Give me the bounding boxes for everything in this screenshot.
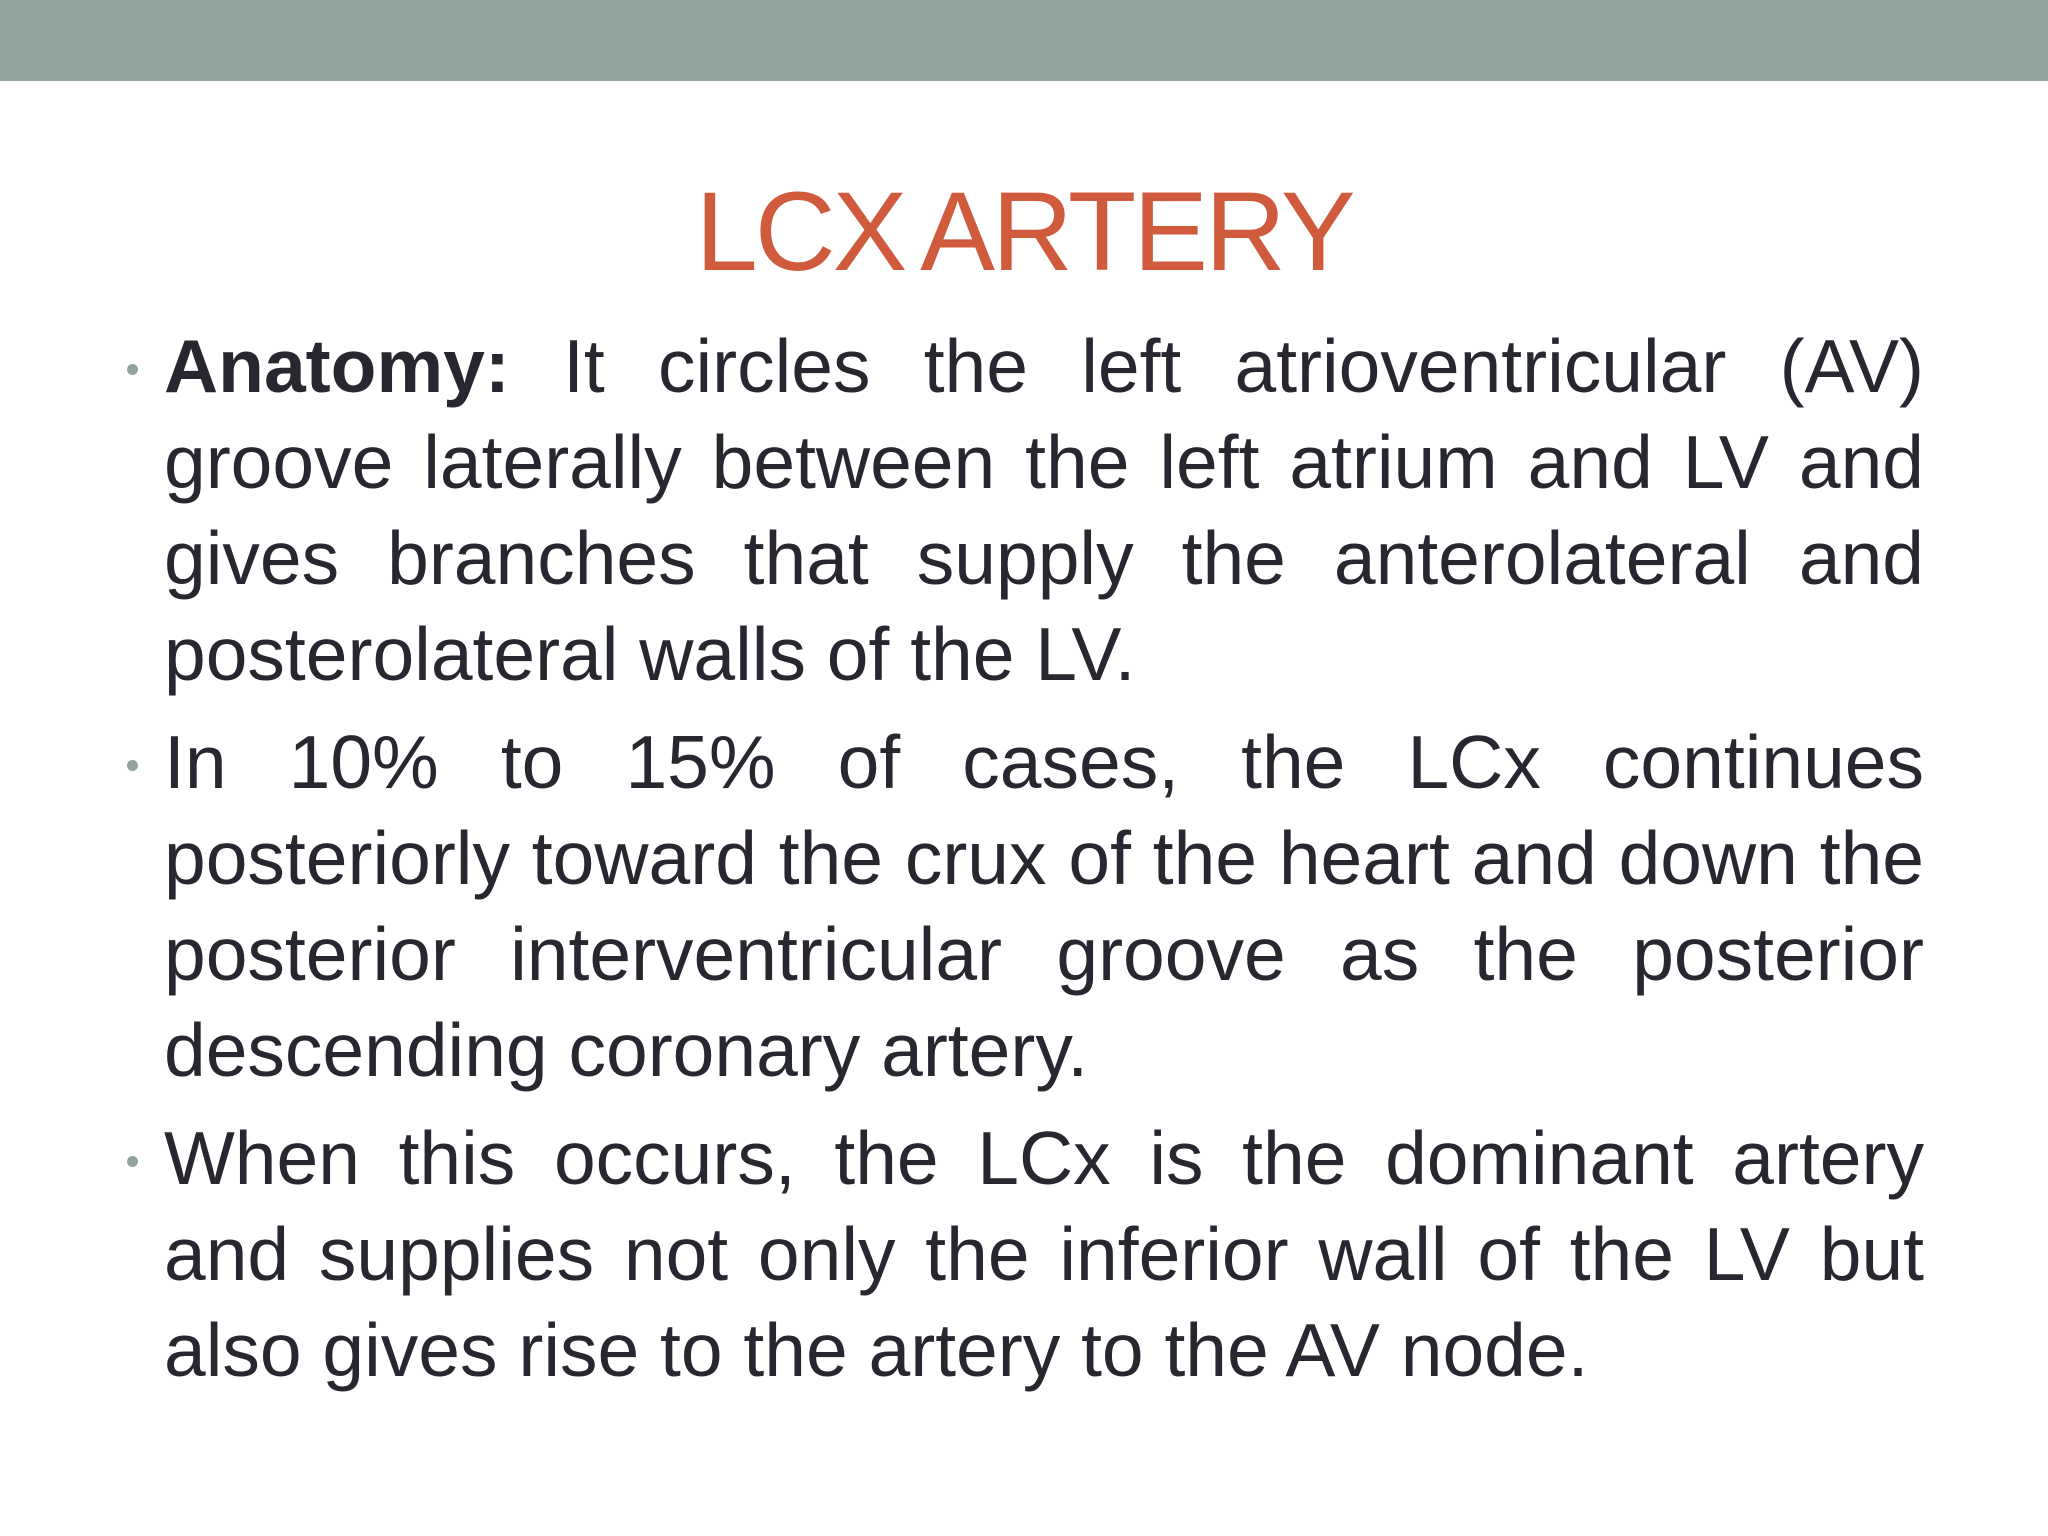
- top-accent-bar: [0, 0, 2048, 81]
- slide-title: LCX ARTERY: [695, 169, 1353, 294]
- bullet-text: When this occurs, the LCx is the dominant artery and supplies not only the inferior wall of the LV but also gives rise to the artery to the AV node.: [164, 1116, 1924, 1392]
- bullet-item-lcx-dominance: [164, 1110, 1924, 1398]
- bullet-list: [164, 318, 1924, 1410]
- bullet-text: It circles the left atrioventricular (AV) groove laterally between the left atrium and LV and gives branches that supply the anterolateral and posterolateral walls of the LV.: [164, 324, 1924, 696]
- bullet-item-lcx-continuation: [164, 714, 1924, 1098]
- bullet-item-anatomy: [164, 318, 1924, 702]
- bullet-text: In 10% to 15% of cases, the LCx continues posteriorly toward the crux of the heart and down the posterior interventricular groove as the posterior descending coronary artery.: [164, 720, 1924, 1092]
- bullet-label: Anatomy:: [164, 324, 510, 408]
